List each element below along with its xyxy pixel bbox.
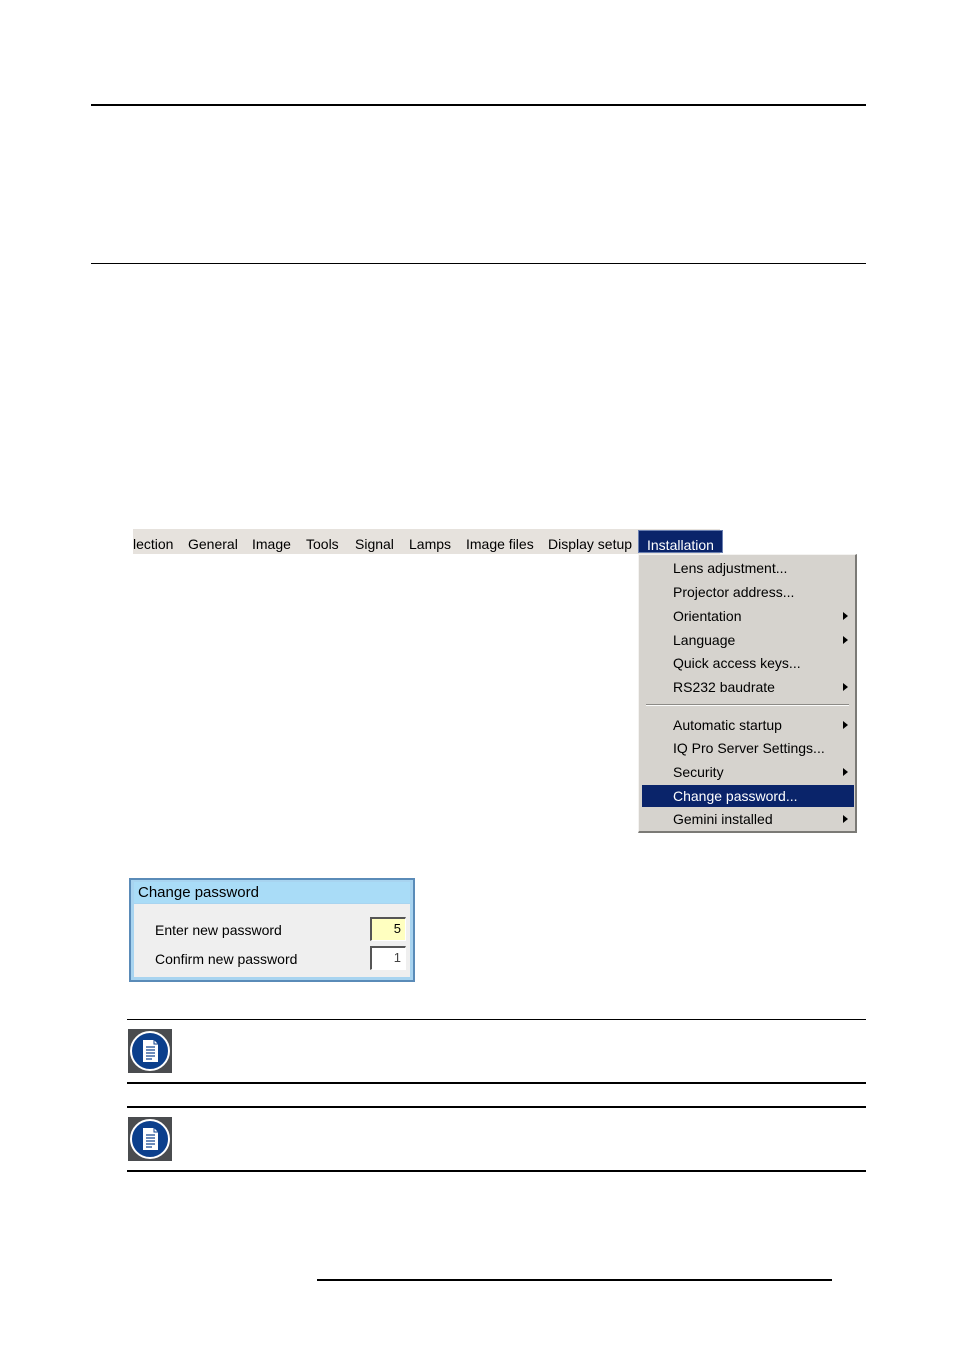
menu-general[interactable]: General	[188, 536, 238, 552]
menu-item-label: Language	[673, 632, 736, 648]
note-document-icon	[128, 1117, 172, 1161]
submenu-arrow-icon	[843, 683, 848, 691]
enter-new-password-field[interactable]: 5	[370, 917, 406, 941]
menu-item-label: RS232 baudrate	[673, 679, 775, 695]
menu-image-files[interactable]: Image files	[466, 536, 534, 552]
menu-item-change-password[interactable]	[642, 785, 854, 807]
menu-item-label: Security	[673, 764, 724, 780]
dialog-body	[134, 904, 410, 977]
menu-item-quick-access-keys[interactable]	[642, 652, 854, 674]
menu-selection[interactable]: lection	[133, 536, 174, 552]
submenu-arrow-icon	[843, 636, 848, 644]
menu-item-orientation[interactable]	[642, 605, 854, 627]
menu-item-label: Automatic startup	[673, 717, 782, 733]
note-document-icon	[128, 1029, 172, 1073]
confirm-new-password-field[interactable]: 1	[370, 946, 406, 970]
menu-item-label: Quick access keys...	[673, 655, 801, 671]
menu-lamps[interactable]: Lamps	[409, 536, 452, 552]
menu-installation[interactable]: Installation	[638, 530, 723, 553]
submenu-arrow-icon	[843, 721, 848, 729]
menu-item-projector-address[interactable]	[642, 581, 854, 603]
menu-item-automatic-startup[interactable]	[642, 714, 854, 736]
menu-item-label: Gemini installed	[673, 811, 773, 827]
dialog-title: Change password	[134, 882, 410, 903]
section-rule	[91, 263, 866, 264]
menu-item-security[interactable]	[642, 761, 854, 783]
menu-item-iq-pro-server-settings[interactable]	[642, 737, 854, 759]
menu-bar	[133, 529, 720, 554]
change-password-dialog	[129, 878, 415, 982]
menu-signal[interactable]: Signal	[355, 536, 394, 552]
note-top-rule	[127, 1019, 866, 1020]
installation-dropdown	[638, 554, 857, 833]
menu-item-label: IQ Pro Server Settings...	[673, 740, 825, 756]
menu-item-gemini-installed[interactable]	[642, 808, 854, 830]
menu-item-label: Orientation	[673, 608, 742, 624]
note-bottom-rule	[127, 1082, 866, 1084]
submenu-arrow-icon	[843, 612, 848, 620]
menu-item-label: Change password...	[673, 788, 798, 804]
menu-display-setup[interactable]: Display setup	[548, 536, 633, 552]
header-rule	[91, 104, 866, 106]
menu-item-label: Lens adjustment...	[673, 560, 788, 576]
submenu-arrow-icon	[843, 815, 848, 823]
menu-tools[interactable]: Tools	[306, 536, 339, 552]
menu-item-label: Projector address...	[673, 584, 795, 600]
footer-rule	[317, 1279, 832, 1281]
menu-item-language[interactable]	[642, 629, 854, 651]
enter-new-password-label: Enter new password	[155, 922, 282, 938]
menu-item-rs232-baudrate[interactable]	[642, 676, 854, 698]
submenu-arrow-icon	[843, 768, 848, 776]
menu-item-lens-adjustment[interactable]	[642, 557, 854, 579]
menu-separator	[646, 704, 849, 706]
note-top-rule	[127, 1106, 866, 1108]
confirm-new-password-label: Confirm new password	[155, 951, 298, 967]
note-bottom-rule	[127, 1170, 866, 1172]
menu-image[interactable]: Image	[252, 536, 291, 552]
